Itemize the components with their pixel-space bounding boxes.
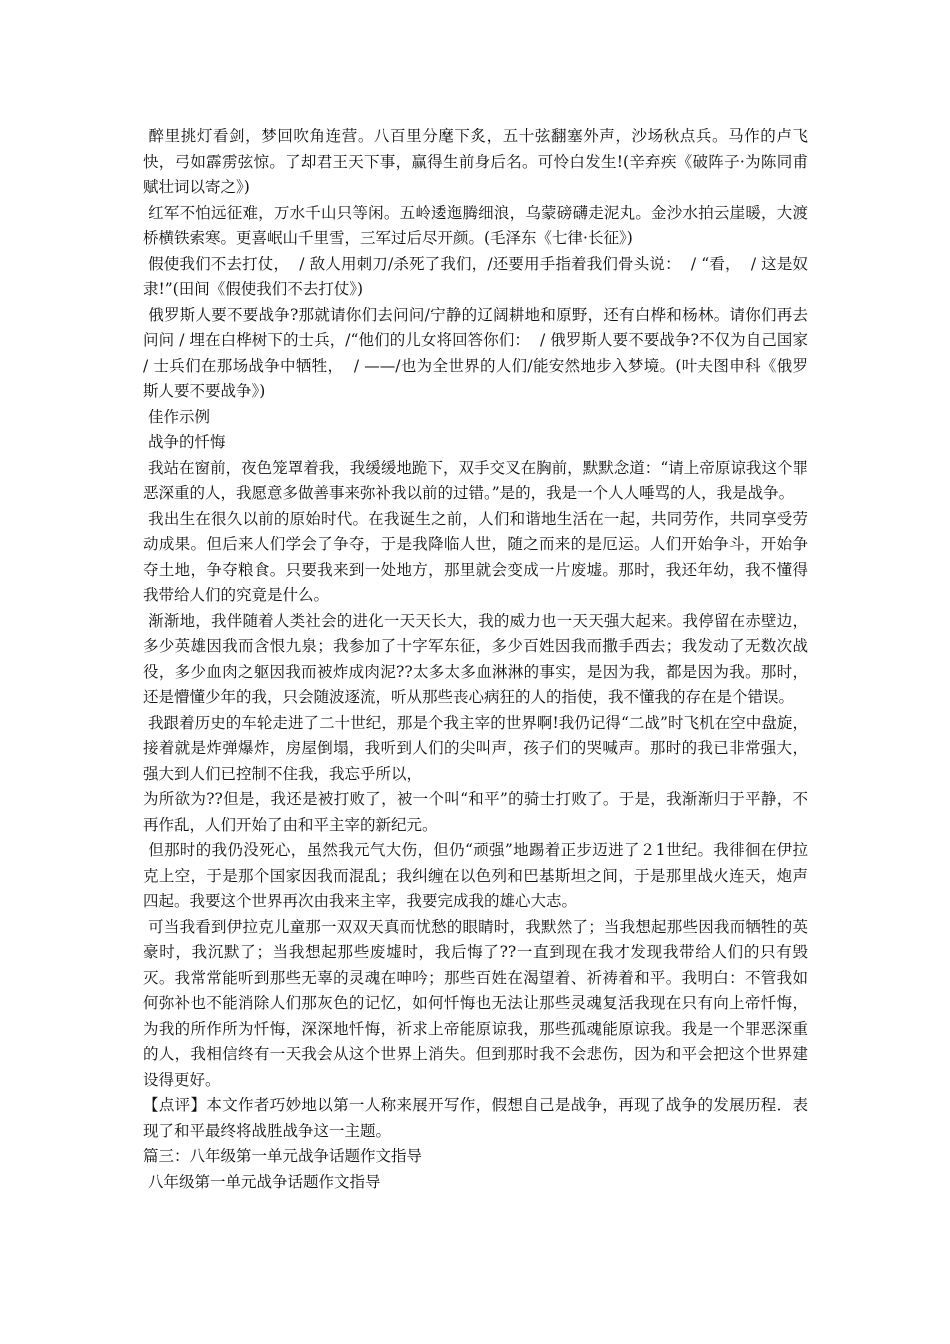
document-page [143,124,813,1195]
essay-paragraph: 但那时的我仍没死心，虽然我元气大伤，但仍“顽强”地踢着正步迈进了２1世纪。我徘徊在伊拉克上空，于是那个国家因我而混乱；我纠缠在以色列和巴基斯坦之间，于是那里战火连天，炮声四起。我要这个世界再次由我来主宰，我要完成我的雄心大志。 [143,841,808,910]
section-heading-example: 佳作示例 [143,407,210,426]
chapter-subheading: 八年级第一单元战争话题作文指导 [143,1172,381,1191]
essay-paragraph: 我跟着历史的车轮走进了二十世纪，那是个我主宰的世界啊!我仍记得“二战”时飞机在空中盘旋，接着就是炸弹爆炸，房屋倒塌，我听到人们的尖叫声，孩子们的哭喊声。那时的我已非常强大，强大到人们已控制不住我，我忘乎所以， [143,713,808,783]
poem-paragraph-mao-zedong: 红军不怕远征难，万水千山只等闲。五岭逶迤腾细浪，乌蒙磅礴走泥丸。金沙水拍云崖暖，大渡桥横铁索寒。更喜岷山千里雪，三军过后尽开颜。(毛泽东《七律·长征》) [143,203,808,247]
commentary-paragraph: 【点评】本文作者巧妙地以第一人称来展开写作，假想自己是战争，再现了战争的发展历程．表现了和平最终将战胜战争这一主题。 [143,1096,808,1140]
chapter-heading: 篇三：八年级第一单元战争话题作文指导 [143,1147,423,1165]
essay-paragraph: 我站在窗前，夜色笼罩着我，我缓缓地跪下，双手交叉在胸前，默默念道：“请上帝原谅我这个罪恶深重的人，我愿意多做善事来弥补我以前的过错。”是的，我是一个人人唾骂的人，我是战争。 [143,458,808,502]
essay-title: 战争的忏悔 [143,433,226,451]
essay-paragraph: 可当我看到伊拉克儿童那一双双天真而忧愁的眼睛时，我默然了；当我想起那些因我而牺牲的英豪时，我沉默了；当我想起那些废墟时，我后悔了??一直到现在我才发现我带给人们的只有毁灭。我常常能听到那些无辜的灵魂在呻吟；那些百姓在渴望着、祈祷着和平。我明白：不管我如何弥补也不能消除人们那灰色的记忆，如何忏悔也无法让那些灵魂复活我现在只有向上帝忏悔，为我的所作所为忏悔，深深地忏悔，祈求上帝能原谅我，那些孤魂能原谅我。我是一个罪恶深重的人，我相信终有一天我会从这个世界上消失。但到那时我不会悲伤，因为和平会把这个世界建设得更好。 [143,917,808,1089]
poem-paragraph-yevtushenko: 俄罗斯人要不要战争?那就请你们去问问/宁静的辽阔耕地和原野，还有白桦和杨林。请你们再去问问 / 埋在白桦树下的士兵，/“他们的儿女将回答你们： / 俄罗斯人要不要战争?不仅为自己国家 / 士兵们在那场战争中牺牲， / ——/也为全世界的人们/能安然地步入梦境。(叶夫图申科《俄罗斯人要不要战争》) [143,305,813,400]
poem-paragraph-xin-qiji: 醉里挑灯看剑，梦回吹角连营。八百里分麾下炙，五十弦翻塞外声，沙场秋点兵。马作的卢飞快，弓如霹雳弦惊。了却君王天下事，赢得生前身后名。可怜白发生!(辛弃疾《破阵子·为陈同甫赋壮词以寄之》) [143,127,808,196]
essay-paragraph: 为所欲为??但是，我还是被打败了，被一个叫“和平”的骑士打败了。于是，我渐渐归于平静，不再作乱，人们开始了由和平主宰的新纪元。 [143,790,808,834]
essay-paragraph: 渐渐地，我伴随着人类社会的进化一天天长大，我的威力也一天天强大起来。我停留在赤壁边，多少英雄因我而含恨九泉；我参加了十字军东征，多少百姓因我而撒手西去；我发动了无数次战役，多少血肉之躯因我而被炸成肉泥??太多太多血淋淋的事实，是因为我，都是因为我。那时，还是懵懂少年的我，只会随波逐流，听从那些丧心病狂的人的指使，我不懂我的存在是个错误。 [143,611,808,706]
poem-paragraph-tian-jian: 假使我们不去打仗， / 敌人用刺刀/杀死了我们，/还要用手指着我们骨头说： / “看， / 这是奴隶!”(田间《假使我们不去打仗》) [143,254,808,298]
essay-paragraph: 我出生在很久以前的原始时代。在我诞生之前，人们和谐地生活在一起，共同劳作，共同享受劳动成果。但后来人们学会了争夺，于是我降临人世，随之而来的是厄运。人们开始争斗，开始争夺土地，争夺粮食。只要我来到一处地方，那里就会变成一片废墟。那时，我还年幼，我不懂得我带给人们的究竟是什么。 [143,509,808,604]
